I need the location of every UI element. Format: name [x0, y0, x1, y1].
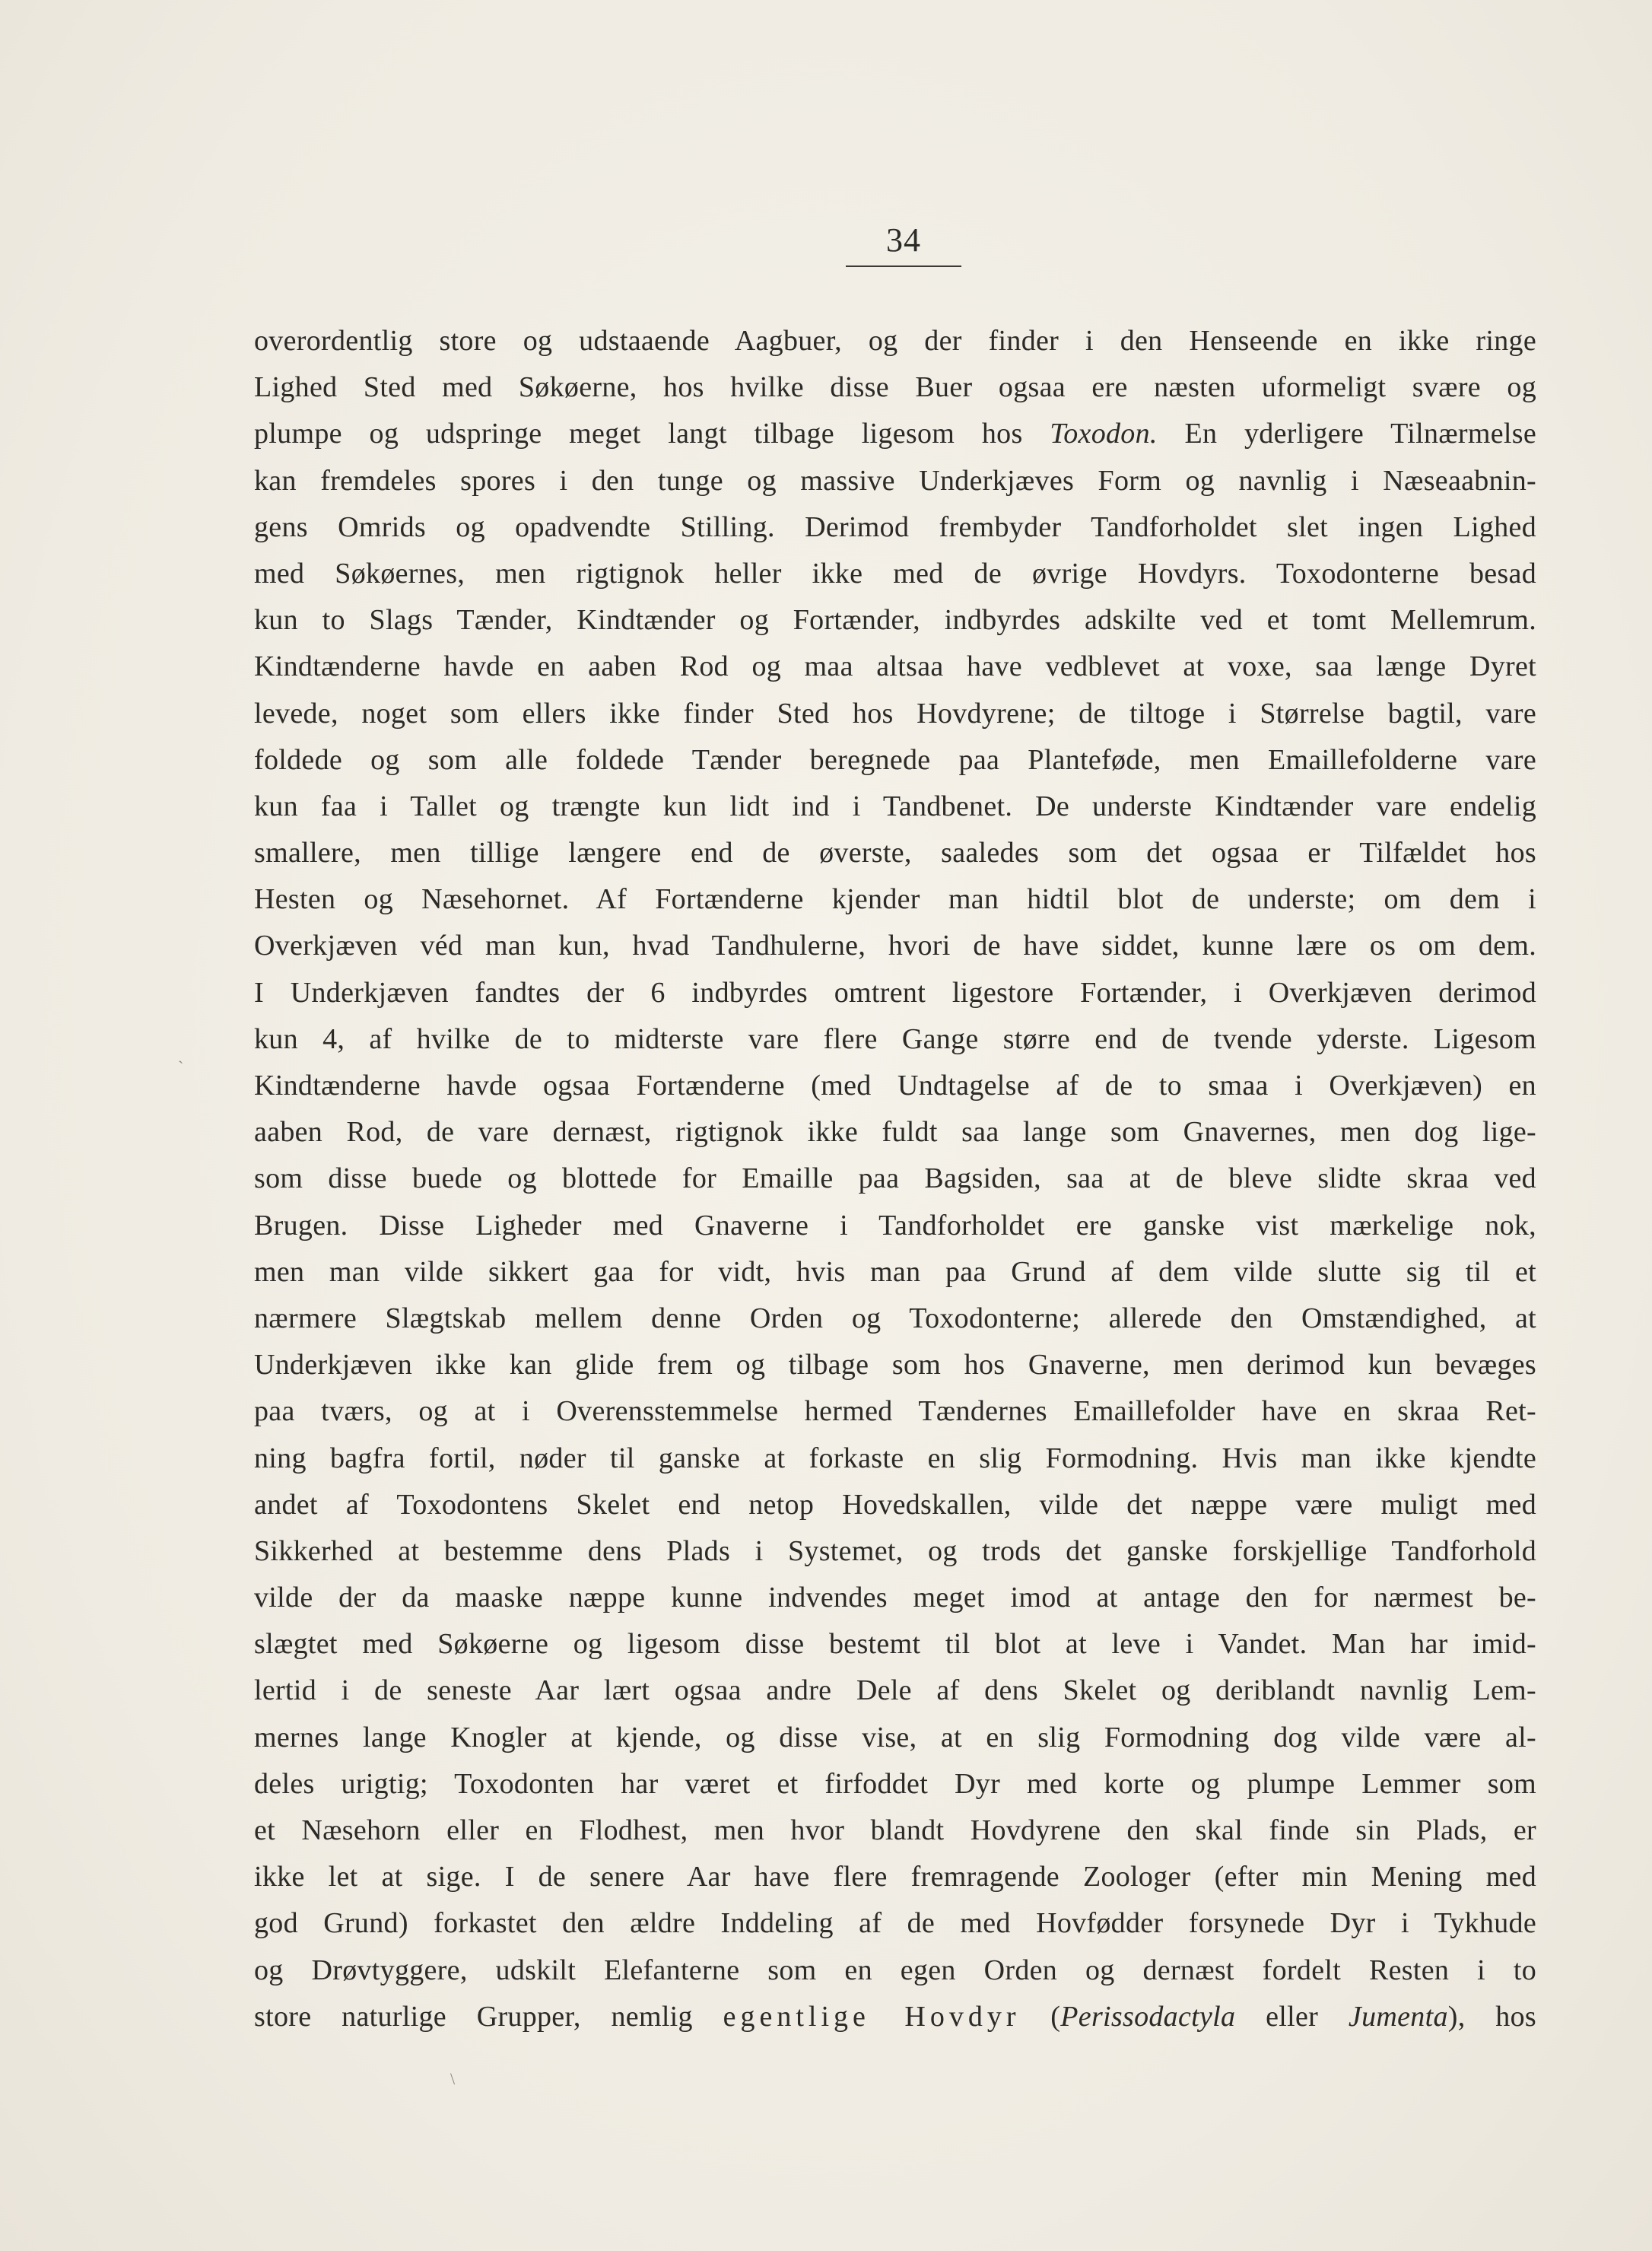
- text-line: [254, 504, 1536, 551]
- text-run: paa tværs, og at i Overensstemmelse hermed Tændernes Emaillefolder have en skraa Ret-: [254, 1395, 1536, 1428]
- text-line: [254, 784, 1536, 830]
- text-run: et Næsehorn eller en Flodhest, men hvor blandt Hovdyrene den skal finde sin Plads, er: [254, 1814, 1536, 1846]
- text-run: kun faa i Tallet og trængte kun lidt ind i Tandbenet. De underste Kindtænder vare endelig: [254, 790, 1536, 822]
- text-line: [254, 1994, 1536, 2040]
- text-run: god Grund) forkastet den ældre Inddeling af de med Hovfødder forsynede Dyr i Tykhude: [254, 1907, 1536, 1940]
- text-run: slægtet med Søkøerne og ligesom disse bestemt til blot at leve i Vandet. Man har imid-: [254, 1628, 1536, 1661]
- text-run: Hesten og Næsehornet. Af Fortænderne kjender man hidtil blot de underste; om dem i: [254, 883, 1536, 916]
- text-line: [254, 551, 1536, 597]
- text-line: [254, 1947, 1536, 1994]
- text-run: ), hos: [1447, 2000, 1536, 2033]
- italic-term: Perissodactyla: [1060, 2000, 1236, 2033]
- text-line: [254, 1854, 1536, 1900]
- text-line: [254, 737, 1536, 784]
- text-line: [254, 1203, 1536, 1249]
- margin-mark: `: [178, 1057, 184, 1076]
- text-line: [254, 970, 1536, 1016]
- text-line: [254, 1109, 1536, 1156]
- text-run: vilde der da maaske næppe kunne indvendes meget imod at antage den for nærmest be-: [254, 1582, 1536, 1614]
- text-line: [254, 1528, 1536, 1575]
- margin-mark: \: [450, 2069, 456, 2088]
- text-line: [254, 364, 1536, 411]
- text-line: [254, 1621, 1536, 1668]
- text-line: [254, 318, 1536, 364]
- text-run: Kindtænderne havde ogsaa Fortænderne (med Undtagelse af de to smaa i Overkjæven) en: [254, 1070, 1536, 1102]
- text-run: Underkjæven ikke kan glide frem og tilbage som hos Gnaverne, men derimod kun bevæges: [254, 1349, 1536, 1381]
- text-line: [254, 1388, 1536, 1435]
- text-run: Overkjæven véd man kun, hvad Tandhulerne, hvori de have siddet, kunne lære os om dem.: [254, 930, 1536, 962]
- text-run: plumpe og udspringe meget langt tilbage ligesom hos: [254, 418, 1050, 450]
- text-run: men man vilde sikkert gaa for vidt, hvis man paa Grund af dem vilde slutte sig til et: [254, 1255, 1536, 1288]
- text-line: [254, 830, 1536, 876]
- text-run: store naturlige Grupper, nemlig: [254, 2000, 723, 2033]
- text-run: En yderligere Tilnærmelse: [1157, 418, 1537, 450]
- text-line: [254, 1016, 1536, 1063]
- text-run: foldede og som alle foldede Tænder beregnede paa Planteføde, men Emaillefolderne vare: [254, 743, 1536, 776]
- text-run: nærmere Slægtskab mellem denne Orden og Toxodonterne; allerede den Omstændighed, at: [254, 1302, 1536, 1334]
- text-run: som disse buede og blottede for Emaille paa Bagsiden, saa at de bleve slidte skraa ved: [254, 1162, 1536, 1195]
- text-run: Sikkerhed at bestemme dens Plads i Systemet, og trods det ganske forskjellige Tandforhold: [254, 1534, 1536, 1567]
- text-line: [254, 1807, 1536, 1854]
- text-line: [254, 1296, 1536, 1342]
- spaced-term: egentlige Hovdyr: [723, 2000, 1021, 2033]
- text-run: levede, noget som ellers ikke finder Sted hos Hovdyrene; de tiltoge i Størrelse bagtil, vare: [254, 697, 1536, 730]
- text-line: [254, 1342, 1536, 1388]
- text-run: eller: [1235, 2000, 1349, 2033]
- text-run: og Drøvtyggere, udskilt Elefanterne som en egen Orden og dernæst fordelt Resten i to: [254, 1954, 1536, 1986]
- text-line: [254, 1575, 1536, 1621]
- text-run: Lighed Sted med Søkøerne, hos hvilke disse Buer ogsaa ere næsten uformeligt svære og: [254, 371, 1536, 404]
- text-line: [254, 1761, 1536, 1807]
- italic-term: Jumenta: [1348, 2000, 1448, 2033]
- text-run: I Underkjæven fandtes der 6 indbyrdes omtrent ligestore Fortænder, i Overkjæven derimod: [254, 976, 1536, 1009]
- text-line: [254, 1156, 1536, 1202]
- text-run: gens Omrids og opadvendte Stilling. Derimod frembyder Tandforholdet slet ingen Lighed: [254, 510, 1536, 543]
- text-line: [254, 644, 1536, 690]
- italic-term: Toxodon.: [1050, 418, 1158, 450]
- text-run: ning bagfra fortil, nøder til ganske at forkaste en slig Formodning. Hvis man ikke kjendte: [254, 1442, 1536, 1474]
- text-line: [254, 923, 1536, 969]
- text-run: deles urigtig; Toxodonten har været et firfoddet Dyr med korte og plumpe Lemmer som: [254, 1767, 1536, 1800]
- text-line: [254, 458, 1536, 504]
- page-number-rule: [846, 265, 961, 267]
- text-run: overordentlig store og udstaaende Aagbuer, og der finder i den Henseende en ikke ringe: [254, 325, 1536, 357]
- text-line: [254, 1900, 1536, 1947]
- text-run: mernes lange Knogler at kjende, og disse vise, at en slig Formodning dog vilde være al-: [254, 1721, 1536, 1753]
- page-number: 34: [886, 221, 921, 259]
- text-line: [254, 597, 1536, 644]
- text-run: smallere, men tillige længere end de øverste, saaledes som det ogsaa er Tilfældet hos: [254, 837, 1536, 870]
- text-line: [254, 1482, 1536, 1528]
- text-run: andet af Toxodontens Skelet end netop Hovedskallen, vilde det næppe være muligt med: [254, 1488, 1536, 1521]
- text-line: [254, 1668, 1536, 1714]
- text-line: [254, 411, 1536, 457]
- text-run: aaben Rod, de vare dernæst, rigtignok ikke fuldt saa lange som Gnavernes, men dog lige-: [254, 1116, 1536, 1149]
- text-line: [254, 876, 1536, 923]
- text-run: med Søkøernes, men rigtignok heller ikke med de øvrige Hovdyrs. Toxodonterne besad: [254, 557, 1536, 590]
- text-line: [254, 1249, 1536, 1296]
- text-run: kan fremdeles spores i den tunge og massive Underkjæves Form og navnlig i Næseaabnin-: [254, 464, 1536, 497]
- text-line: [254, 691, 1536, 737]
- text-line: [254, 1063, 1536, 1109]
- text-line: [254, 1715, 1536, 1761]
- text-line: [254, 1435, 1536, 1482]
- text-run: Kindtænderne havde en aaben Rod og maa altsaa have vedblevet at voxe, saa længe Dyret: [254, 650, 1536, 683]
- text-run: ikke let at sige. I de senere Aar have flere fremragende Zoologer (efter min Mening med: [254, 1861, 1536, 1893]
- text-run: (: [1020, 2000, 1061, 2033]
- text-run: lertid i de seneste Aar lært ogsaa andre Dele af dens Skelet og deriblandt navnlig Lem-: [254, 1674, 1536, 1707]
- text-run: Brugen. Disse Ligheder med Gnaverne i Tandforholdet ere ganske vist mærkelige nok,: [254, 1209, 1536, 1242]
- body-text: [254, 318, 1536, 2040]
- text-run: kun 4, af hvilke de to midterste vare flere Gange større end de tvende yderste. Ligesom: [254, 1022, 1536, 1055]
- text-run: kun to Slags Tænder, Kindtænder og Fortænder, indbyrdes adskilte ved et tomt Mellemrum.: [254, 604, 1536, 637]
